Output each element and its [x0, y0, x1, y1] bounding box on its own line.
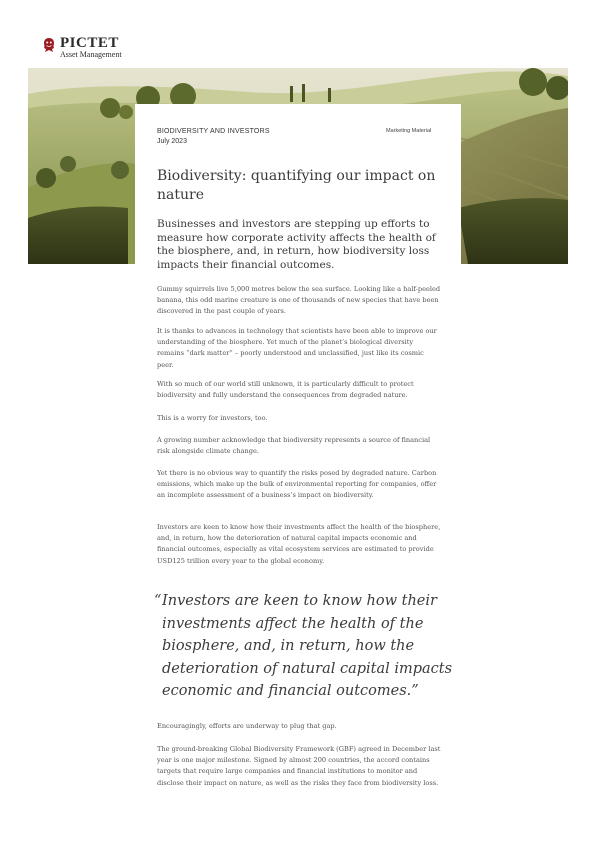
article-meta	[157, 127, 270, 147]
paragraph-3: With so much of our world still unknown, it is particularly difficult to protect biodiversity and fully understand the consequences from degraded nature.	[157, 380, 414, 400]
paragraph-4: This is a worry for investors, too.	[157, 414, 268, 422]
marketing-tag: Marketing Material	[386, 128, 432, 134]
article-date: July 2023	[157, 138, 187, 145]
paragraph-2: It is thanks to advances in technology that scientists have been able to improve our understanding of the biosphere. Yet much of the planet’s biological diversity remains “dark matter” – poorly understood and unclassified, just like its cosmic peer.	[157, 327, 437, 369]
paragraph-5: A growing number acknowledge that biodiversity represents a source of financial risk alongside climate change.	[157, 436, 431, 456]
paragraph-9: The ground-breaking Global Biodiversity Framework (GBF) agreed in December last year is one major milestone. Signed by almost 200 countries, the accord contains targets that require large companies and financial institutions to monitor and disclose their impact on nature, as well as the risks they face from biodiversity loss.	[157, 745, 441, 787]
paragraph-6: Yet there is no obvious way to quantify the risks posed by degraded nature. Carbon emissions, which make up the bulk of environmental reporting for companies, offer an incomplete assessment of a business’s impact on biodiversity.	[157, 469, 437, 500]
quote-open-mark: “	[154, 593, 162, 609]
article-title: Biodiversity: quantifying our impact on nature	[157, 168, 436, 203]
pull-quote-text: Investors are keen to know how their investments affect the health of the biosphere, and, in return, how the deterioration of natural capital impacts economic and financial outcomes.”	[162, 593, 453, 699]
brand-subtitle: Asset Management	[60, 50, 122, 59]
brand-logo	[42, 36, 122, 60]
pictet-crest-icon	[42, 37, 56, 53]
paragraph-1: Gummy squirrels live 5,000 metres below the sea surface. Looking like a half-peeled banana, this odd marine creature is one of thousands of new species that have been discovered in the past couple of years.	[157, 285, 441, 316]
article-category: BIODIVERSITY AND INVESTORS	[157, 128, 270, 135]
paragraph-8: Encouragingly, efforts are underway to plug that gap.	[157, 722, 337, 730]
pull-quote	[154, 590, 454, 703]
article-lead: Businesses and investors are stepping up efforts to measure how corporate activity affects the health of the biosphere, and, in return, how biodiversity loss impacts their financial outcomes.	[157, 218, 436, 271]
paragraph-7: Investors are keen to know how their investments affect the health of the biosphere, and, in return, how the deterioration of natural capital impacts economic and financial outcomes, especially as vital ecosystem services are estimated to provide USD125 trillion every year to the global economy.	[157, 523, 441, 565]
brand-name: PICTET	[60, 35, 119, 51]
